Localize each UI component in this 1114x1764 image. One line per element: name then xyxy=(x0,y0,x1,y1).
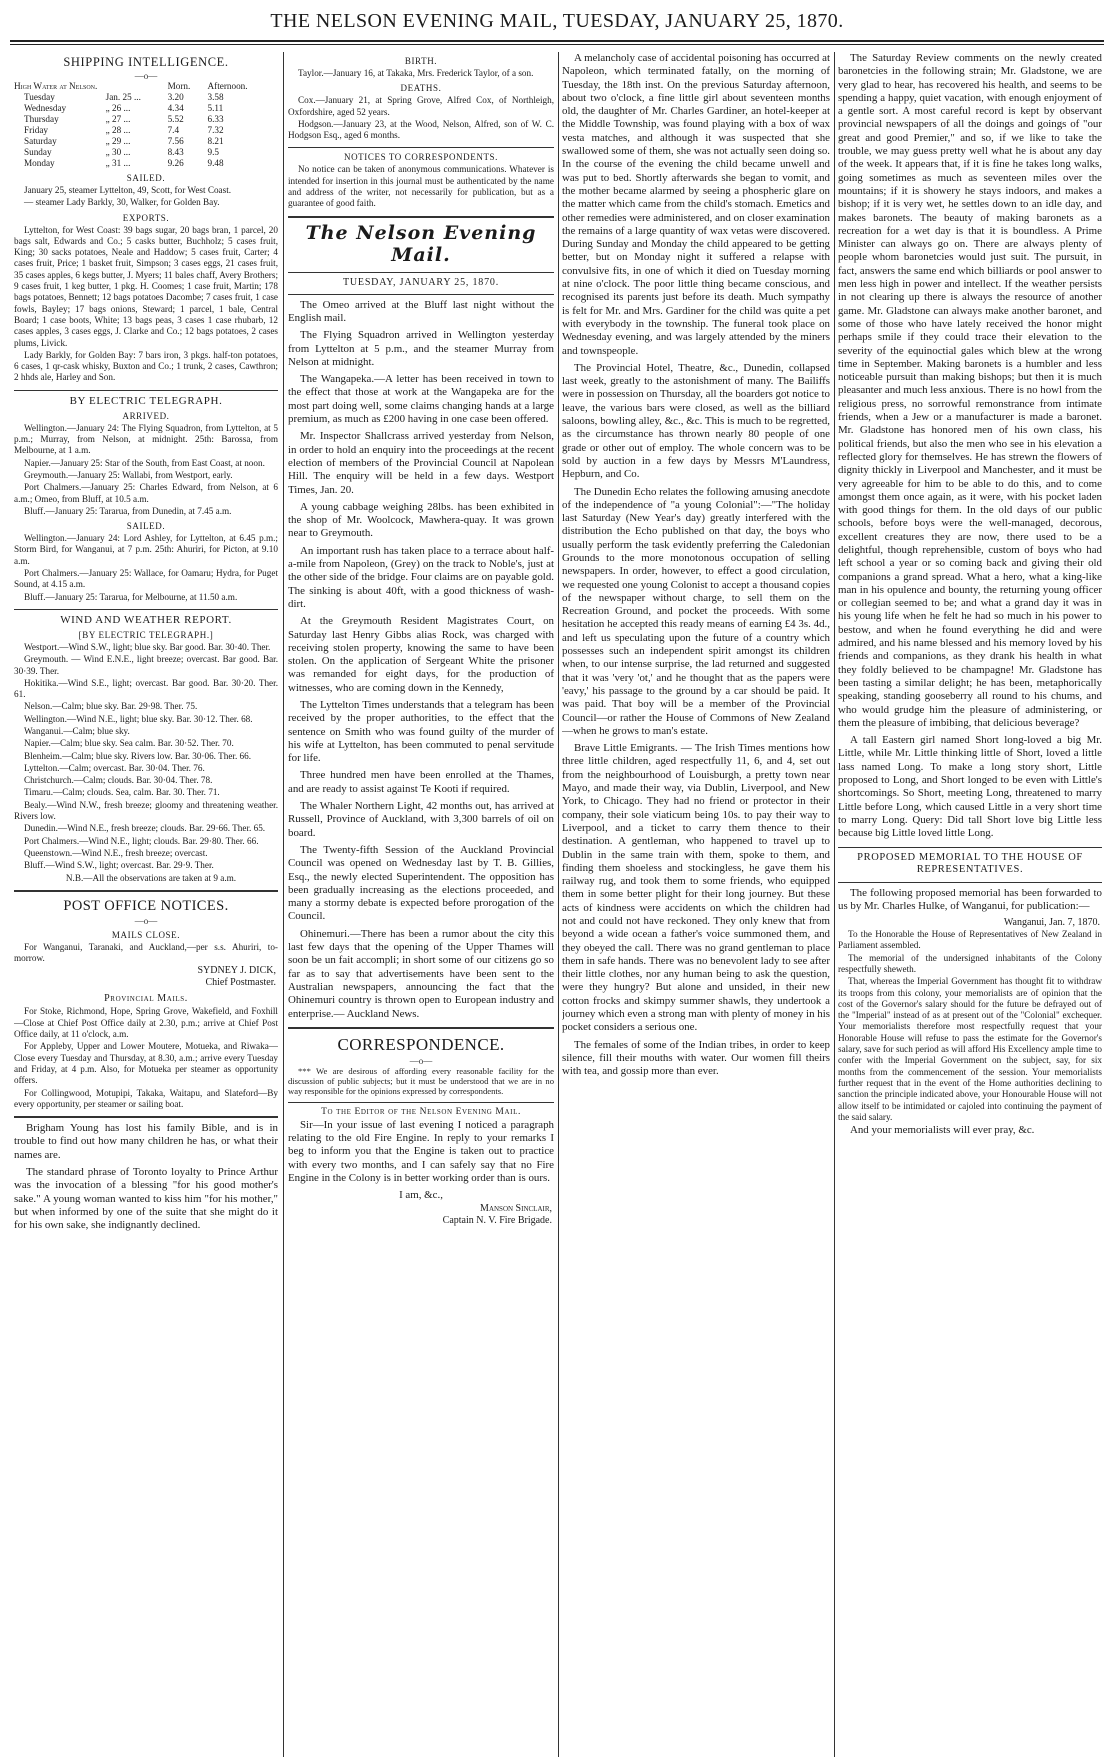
arrived-item: Bluff.—January 25: Tararua, from Dunedin, at 7.45 a.m. xyxy=(24,505,232,516)
exports-item: Lady Barkly, for Golden Bay: 7 bars iron, 3 pkgs. half-ton potatoes, 6 cases, 1 qr-cask whisky, Buxton and Co.; 1 trunk, 2 cases, Cawthron; 2 hhds ale, Harley and Son. xyxy=(14,349,278,383)
sailed2-list xyxy=(14,533,278,603)
news-paragraph: Ohinemuri.—There has been a rumor about the city this last few days that the opening of the Upper Thames will soon be un fait accompli; in short some of our citizens go so far as to say that advertisements have been sent to the Australian newspapers, announcing the fact that the Ohinemuri country is thrown open to European industry and enterprise.— Auckland News. xyxy=(288,927,554,1020)
sailed-item: — steamer Lady Barkly, 30, Walker, for Golden Bay. xyxy=(24,197,220,208)
section-rule xyxy=(288,294,554,295)
arrived-heading: ARRIVED. xyxy=(122,410,170,421)
tide-morning: 7.56 xyxy=(167,136,184,146)
death-notice: Hodgson.—January 23, at the Wood, Nelson, Alfred, son of W. C. Hodgson Esq., aged 6 months. xyxy=(288,118,554,141)
column-divider xyxy=(834,52,835,1757)
tide-day: Saturday xyxy=(24,136,57,146)
tide-morning: 3.20 xyxy=(167,92,184,102)
sailed-list xyxy=(14,185,278,209)
news-paragraph: The Lyttelton Times understands that a telegram has been received by the proper authorities, to the effect that the sentence on Smith who was found guilty of the murder of his wife at Lyttelton, has been commuted to penal servitude for life. xyxy=(288,698,554,765)
sailed-item: January 25, steamer Lyttelton, 49, Scott, for West Coast. xyxy=(24,185,232,195)
tide-day: Sunday xyxy=(24,147,52,157)
tide-date: „ 30 ... xyxy=(105,147,131,157)
weather-heading: WIND AND WEATHER REPORT. xyxy=(60,613,232,626)
tide-row xyxy=(14,147,278,158)
news-paragraph: The Whaler Northern Light, 42 months out, has arrived at Russell, Province of Auckland, with 3,300 barrels of oil on board. xyxy=(288,800,554,839)
weather-item: Dunedin.—Wind N.E., fresh breeze; clouds. Bar. 29·66. Ther. 65. xyxy=(24,823,266,834)
tide-day: Wednesday xyxy=(24,103,67,113)
weather-item: Christchurch.—Calm; clouds. Bar. 30·04. Ther. 78. xyxy=(24,775,213,786)
memorial-close xyxy=(838,1124,1102,1137)
weather-item: Wanganui.—Calm; blue sky. xyxy=(24,725,130,736)
notices-text xyxy=(288,164,554,209)
news-paragraph: The Twenty-fifth Session of the Auckland Provincial Council was opened on Wednesday last by T. B. Gillies, Esq., the newly elected Superintendent. The opposition has been gradually increasing as the elections proceeded, and many a stormy debate is expected before prorogation of the Council. xyxy=(288,843,554,923)
tide-table xyxy=(14,81,278,169)
weather-item: Bluff.—Wind S.W., light; overcast. Bar. 29·9. Ther. xyxy=(24,860,214,871)
dash-ornament: —o— xyxy=(134,915,158,926)
newspaper-nameplate: The Nelson Evening Mail. xyxy=(305,221,537,266)
weather-item: Timaru.—Calm; clouds. Sea, calm. Bar. 30. Ther. 71. xyxy=(24,787,220,798)
tide-day: Tuesday xyxy=(24,92,55,102)
tide-morning: 5.52 xyxy=(167,114,184,124)
arrived-item: Greymouth.—January 25: Wallabi, from Westport, early. xyxy=(24,469,233,480)
tide-date: „ 29 ... xyxy=(105,136,131,146)
memorial-preamble: The memorial of the undersigned inhabitants of the Colony respectfully sheweth. xyxy=(838,952,1102,974)
dash-ornament: —o— xyxy=(134,71,158,81)
tide-morning: 7.4 xyxy=(167,125,180,135)
weather-item: Port Chalmers.—Wind N.E., light; clouds. Bar. 29·80. Ther. 66. xyxy=(24,835,259,846)
postmaster-name: SYDNEY J. DICK, xyxy=(197,965,276,977)
tide-header-row xyxy=(14,81,278,92)
memorial-intro xyxy=(838,887,1102,914)
section-rule xyxy=(14,1116,278,1118)
provincial-mails-heading: Provincial Mails. xyxy=(104,993,188,1005)
memorial-body: That, whereas the Imperial Government has thought fit to withdraw its troops from this colony, your memorialists are of opinion that the cost of the Governor's salary should for the future be defrayed out of the "Imperial" instead of as at present out of the "Colonial" exchequer. Your memorialists therefore most respectfully request that your Honorable House will refuse to pass the estimate for the Governor's salary, save for such period as will afford His Excellency ample time to confer with the Imperial Government on the subject, say, for six months from the commencement of the session. Your memorialists further request that in the event of the Home authorities declining to sanction the principle indicated above, your Honourable House will not allow itself to be intimidated or cajoled into continuing the payment of the said salary. xyxy=(838,976,1102,1122)
memorial-heading: PROPOSED MEMORIAL TO THE HOUSE OF REPRESENTATIVES. xyxy=(857,851,1083,875)
section-rule xyxy=(838,847,1102,848)
weather-item: Wellington.—Wind N.E., light; blue sky. Bar. 30·12. Ther. 68. xyxy=(24,713,253,724)
tide-row xyxy=(14,158,278,169)
letter-text: Sir—In your issue of last evening I noticed a paragraph relating to the old Fire Engine. In reply to your remarks I beg to inform you that the Engine is taken out to practice with every two months, and I can safely say that no Fire Engine in the Colony is in better working order than is ours. xyxy=(288,1118,554,1184)
news-paragraphs xyxy=(288,299,554,1021)
letter-signer: Manson Sinclair, xyxy=(480,1202,552,1214)
deaths-list xyxy=(288,95,554,141)
tide-row xyxy=(14,92,278,103)
arrived-item: Port Chalmers.—January 25: Charles Edward, from Nelson, at 6 a.m.; Omeo, from Bluff, at 10.5 a.m. xyxy=(14,482,278,504)
exports-list xyxy=(14,225,278,384)
tide-day: Monday xyxy=(24,158,55,168)
weather-subheading: [BY ELECTRIC TELEGRAPH.] xyxy=(78,629,214,640)
weather-item: Napier.—Calm; blue sky. Sea calm. Bar. 30·52. Ther. 70. xyxy=(24,738,234,749)
tide-afternoon: 3.58 xyxy=(207,92,224,102)
memorial-text xyxy=(838,917,1102,1123)
tide-date: „ 27 ... xyxy=(105,114,131,124)
tide-row xyxy=(14,114,278,125)
dash-ornament: —o— xyxy=(409,1055,433,1066)
weather-item: Greymouth. — Wind E.N.E., light breeze; overcast. Bar good. Bar. 30·39. Ther. xyxy=(14,654,278,676)
exports-item: Lyttelton, for West Coast: 39 bags sugar, 20 bags bran, 1 parcel, 20 bags salt, Edwards and Co.; 5 casks butter, Buchholz; 5 cases fruit, King; 30 sacks potatoes, Neale and Haddow; 5 cases fruit, Carter; 4 cases fruit, Price; 1 basket fruit, Simpson; 3 cases eggs, 21 cases fruit, 35 cases apples, 6 kegs butter, J. Myers; 11 bales chaff, Avery Brothers; 9 cases fruit, 1 keg butter, 1 pkg. H. Coomes; 1 case fruit, Martin; 178 bags potatoes, Bennett; 12 bags potatoes Dacombe; 7 cases fruit, 1 case fowls, Bayley; 17 bags onions, Steward; 1 parcel, 1 bale, Central Board; 1 case boots, White; 13 bags peas, 3 cases 1 case rhubarb, 12 cases apples, 3 cases eggs, J. Clarke and Co.; 12 bags potatoes, 2 cases plums, Livick. xyxy=(14,224,278,348)
section-rule xyxy=(288,1027,554,1029)
news-paragraph: At the Greymouth Resident Magistrates Court, on Saturday last Henry Gibbs alias Rock, was charged with receiving stolen property, knowing the same to have been stolen. On the application of Sergeant White the prisoner was remanded for eight days, for the production of witnesses, who are coming down in the Kennedy, xyxy=(288,615,554,694)
tide-morning: 9.26 xyxy=(167,158,184,168)
section-rule xyxy=(288,147,554,148)
memorial-intro-text: The following proposed memorial has been forwarded to us by Mr. Charles Hulke, of Wanganui, for publication:— xyxy=(838,886,1102,912)
arrived-item: Wellington.—January 24: The Flying Squadron, from Lyttelton, at 5 p.m.; Murray, from Nelson, at midnight. 25th: Barossa, from Melbourne, at 1 a.m. xyxy=(14,422,278,456)
section-rule xyxy=(288,272,554,273)
news-paragraph: The Wangapeka.—A letter has been received in town to the effect that those at work at the Wangapeka are for the most part doing well, some claims changing hands at a large premium, as much as £200 having in one case been offered. xyxy=(288,373,554,426)
tide-date: Jan. 25 ... xyxy=(105,92,141,102)
tide-morning: 8.43 xyxy=(167,147,184,157)
news-paragraph: Three hundred men have been enrolled at the Thames, and are ready to assist against Te Kooti if required. xyxy=(288,769,554,795)
shipping-heading: SHIPPING INTELLIGENCE. xyxy=(63,55,229,69)
tide-header-morning: Morn. xyxy=(167,81,191,91)
notices-body: No notice can be taken of anonymous communications. Whatever is intended for insertion in this journal must be authenticated by the name and address of the writer, not necessarily for publication, but as a guarantee of good faith. xyxy=(288,164,554,209)
brigham-paragraph: Brigham Young has lost his family Bible, and is in trouble to find out how many children he has, or what their names are. xyxy=(14,1122,278,1161)
provincial-item: For Appleby, Upper and Lower Moutere, Motueka, and Riwaka—Close every Tuesday and Thursday, at 8.30, a.m.; arrive every Tuesday and Friday, at 4 p.m. Also, for Motueka per steamer as opportunity offers. xyxy=(14,1041,278,1086)
birth-heading: BIRTH. xyxy=(404,56,438,66)
death-notice: Cox.—January 21, at Spring Grove, Alfred Cox, of Northleigh, Oxfordshire, aged 52 years. xyxy=(288,95,554,117)
news-paragraphs xyxy=(838,52,1102,841)
column-1 xyxy=(14,52,278,1757)
provincial-item: For Collingwood, Motupipi, Takaka, Waitapu, and Slateford—By every opportunity, per steamer or sailing boat. xyxy=(14,1087,278,1109)
mails-block xyxy=(14,942,278,990)
letter-signer-title: Captain N. V. Fire Brigade. xyxy=(442,1214,552,1226)
sailed2-item: Wellington.—January 24: Lord Ashley, for Lyttelton, at 6.45 p.m.; Storm Bird, for Wanganui, at 7 p.m. 25th: Ahuriri, for Picton, at 9.10 a.m. xyxy=(14,533,278,566)
to-editor-line: To the Editor of the Nelson Evening Mail. xyxy=(321,1106,521,1117)
short-little-article: A tall Eastern girl named Short long-loved a big Mr. Little, while Mr. Little thinking little of Short, loved a little lass named Long. To make a long story short, Little proposed to Long, and Short longed to be even with Little's shortcomings. So Short, meeting Long, threatened to marry Little before Long, which caused Little in a very short time to marry Long. Query: Did tall Short love big Little less because big Little loved little Long. xyxy=(838,734,1102,840)
news-paragraph: An important rush has taken place to a terrace about half-a-mile from Napoleon, (Grey) on the track to Noble's, just at the other side of the bridge. Four claims are on payable gold. The sinking is about 40ft, with a good thickness of wash-dirt. xyxy=(288,544,554,610)
letter-sign-off: I am, &c., xyxy=(399,1189,443,1202)
news-paragraph: Mr. Inspector Shallcrass arrived yesterday from Nelson, in order to hold an enquiry into the proceedings at the recent election of members of the Provincial Council at Napolean Hill. The enquiry will be held in a few days. Westport Times, Jan. 20. xyxy=(288,430,554,496)
section-rule xyxy=(288,216,554,218)
exports-heading: EXPORTS. xyxy=(122,212,170,223)
correspondence-note xyxy=(288,1066,554,1096)
provincial-item: For Stoke, Richmond, Hope, Spring Grove, Wakefield, and Foxhill—Close at Chief Post Office daily at 2.30, p.m.; arrive at Chief Post Office daily, at 11 o'clock, a.m. xyxy=(14,1006,278,1040)
sailed2-item: Bluff.—January 25: Tararua, for Melbourne, at 11.50 a.m. xyxy=(24,591,238,602)
birth-text: Taylor.—January 16, at Takaka, Mrs. Frederick Taylor, of a son. xyxy=(298,68,534,78)
weather-item: Bealy.—Wind N.W., fresh breeze; gloomy and threatening weather. Rivers low. xyxy=(14,799,278,822)
birth-notice xyxy=(288,68,554,79)
weather-list xyxy=(14,642,278,884)
column-3 xyxy=(562,52,830,1757)
tide-row xyxy=(14,125,278,136)
masthead-rule-thin xyxy=(10,44,1104,45)
column-divider xyxy=(283,52,284,1757)
section-rule xyxy=(14,890,278,892)
tide-date: „ 26 ... xyxy=(105,103,131,113)
correspondence-note-text: *** We are desirous of affording every reasonable facility for the discussion of public subjects; but it must be understood that we are in no way responsible for the opinions expressed by correspondents. xyxy=(288,1065,554,1096)
poisoning-article: A melancholy case of accidental poisoning has occurred at Napoleon, which terminated fatally, on the morning of Tuesday, the 18th inst. On the previous Saturday afternoon, about two o'clock, a fine little girl about seventeen months old, the daughter of Mr. Charles Gardiner, an hotel-keeper at the Middle Township, was found playing with a box of wax vesta matches, and although it was suspected that she swallowed some of them, she was not actually seen doing so. In the course of the evening the child became unwell and was put to bed. Shortly afterwards she began to vomit, and the mother became alarmed by seeing a phospheric glare on the matter which came from the child's stomach. Emetics and other remedies were administered, and on closer examination the remains of a large quantity of wax vetas were discovered. During Sunday and Monday the child appeared to be getting better, but on Monday night it suffered a relapse with convulsive fits, in one of which it died on Tuesday morning at nine o'clock. The poor little thing became conscious, and recognised its parents just before its death. Much sympathy is felt for Mr. and Mrs. Gardiner for the child was quite a pet with everybody in the township. The funeral took place on Wednesday evening, and was largely attended by the miners and townspeople. xyxy=(562,52,830,357)
mails-text: For Wanganui, Taranaki, and Auckland,—per s.s. Ahuriri, to-morrow. xyxy=(14,941,278,964)
toronto-paragraph: The standard phrase of Toronto loyalty to Prince Arthur was the invocation of a blessing "for his good mother's sake." A young woman wanted to kiss him "for his mother," but when informed by one of the suite that she might do it for his own sake, she indignantly declined. xyxy=(14,1166,278,1232)
arrived-list xyxy=(14,423,278,517)
section-rule xyxy=(838,882,1102,883)
mails-close-heading: MAILS CLOSE. xyxy=(111,929,181,940)
weather-item: Westport.—Wind S.W., light; blue sky. Bar good. Bar. 30·40. Ther. xyxy=(24,641,271,652)
section-rule xyxy=(14,609,278,610)
news-paragraph: The Omeo arrived at the Bluff last night without the English mail. xyxy=(288,298,554,324)
weather-item: Nelson.—Calm; blue sky. Bar. 29·98. Ther. 75. xyxy=(24,701,198,712)
arrived-item: Napier.—January 25: Star of the South, from East Coast, at noon. xyxy=(24,457,265,468)
memorial-addressee: To the Honorable the House of Representatives of New Zealand in Parliament assembled. xyxy=(838,929,1102,951)
dateline: TUESDAY, JANUARY 25, 1870. xyxy=(342,276,499,288)
tide-row xyxy=(14,136,278,147)
memorial-date: Wanganui, Jan. 7, 1870. xyxy=(1003,917,1100,929)
weather-item: Blenheim.—Calm; blue sky. Rivers low. Bar. 30·06. Ther. 66. xyxy=(24,750,252,761)
hotel-article: The Provincial Hotel, Theatre, &c., Dunedin, collapsed last week, greatly to the astonishment of many. The Bailiffs were in possession on Thursday, all the boarders got notice to leave, the various bars were closed, as well as the billiard saloons, bowling alley, &c., &c. This is much to be regretted, as the circumstance has thrown nearly 80 people of one grade or other out of employ. The whole concern was to be sold by auction in a few days by Messrs M'Laundress, Hepburn, and Co. xyxy=(562,361,830,481)
column-4 xyxy=(838,52,1102,1757)
masthead xyxy=(0,0,1114,44)
emigrants-article: Brave Little Emigrants. — The Irish Times mentions how three little children, aged respectfully 11, 6, and 4, set out from the neighbourhood of Louisburgh, a pretty town near Mayo, and made their way, via Dublin, Liverpool, and New York, to Chicago. They had no friend or protector in their company, their sole viaticum being 10s. to pay their way to Liverpool, and a ticket to carry them thence to their destination. A gentleman, who happened to travel up to Dublin in the same train with them, spoke to them, and finding them shoeless and stockingless, he gave them his railway rug, and took them to some friends, who equipped them in some better plight for their long journey. But these acts of kindness were accidents on which the children had not and could not have reckoned. They only knew that from beyond a wide ocean a father's voice summoned them, and they obeyed the call. There was no grand gentleman to place them in safe hands. There was no benevolent lady to see after their little clothes, nor any human being to ask the question, were they hungry? But alone and unsided, in their new cotton frocks and skimpy summer shawls, they undertook a journey which even a strong man with plenty of money in his pocket considers a serious one. xyxy=(562,742,830,1034)
tide-row xyxy=(14,103,278,114)
tide-date: „ 31 ... xyxy=(105,158,131,168)
tide-afternoon: 5.11 xyxy=(207,103,224,113)
provincial-list xyxy=(14,1006,278,1110)
tide-afternoon: 9.5 xyxy=(207,147,219,157)
tide-day: Thursday xyxy=(24,114,59,124)
correspondence-heading: CORRESPONDENCE. xyxy=(337,1034,505,1054)
echo-article: The Dunedin Echo relates the following amusing anecdote of the independence of "a young Colonial":—"The holiday last Saturday (New Year's day) greatly interfered with the distribution the Echo published on that day, the boys who usually perform the task evidently preferring the Caledonian Grounds to the more monotonous occupation of selling newspapers. In order, however, to effect a good circulation, we requested one young Colonist to accept a thousand copies of the newspaper without charge, to sell them on the Recreation Ground, and pocket the proceeds. With some hesitation he accepted this ready means of earning £4 3s. 4d., and left us speculating upon the future of a country which possesses such an independent spirit amongst its children when, to our intense surprise, the lad returned and suggested that it was 'very 'ot,' and he thought that as the papers were 'eavy,' his passage to the ground by a car should be paid. It was paid. That boy will be a member of the Provincial Council—or rather the House of Commons of New Zealand—when he grows to man's estate. xyxy=(562,485,830,737)
column-2 xyxy=(288,52,554,1757)
post-office-heading: POST OFFICE NOTICES. xyxy=(63,897,229,914)
tide-header-afternoon: Afternoon. xyxy=(207,81,248,91)
newspaper-title: THE NELSON EVENING MAIL, TUESDAY, JANUARY 25, 1870. xyxy=(270,10,844,32)
postmaster-title: Chief Postmaster. xyxy=(205,977,276,989)
memorial-close-text: And your memorialists will ever pray, &c. xyxy=(850,1124,1035,1137)
weather-item: Lyttelton.—Calm; overcast. Bar. 30·04. Ther. 76. xyxy=(24,762,205,773)
tide-afternoon: 7.32 xyxy=(207,125,224,135)
notices-heading: NOTICES TO CORRESPONDENTS. xyxy=(343,152,499,163)
section-rule xyxy=(14,390,278,391)
tide-afternoon: 8.21 xyxy=(207,136,224,146)
sailed2-item: Port Chalmers.—January 25: Wallace, for Oamaru; Hydra, for Puget Sound, at 4.15 a.m. xyxy=(14,568,278,590)
letter-body xyxy=(288,1119,554,1185)
tide-date: „ 28 ... xyxy=(105,125,131,135)
weather-note: N.B.—All the observations are taken at 9 a.m. xyxy=(65,872,237,883)
tide-afternoon: 6.33 xyxy=(207,114,224,124)
tide-day: Friday xyxy=(24,125,48,135)
filler-paragraphs xyxy=(14,1122,278,1232)
sailed-heading: SAILED. xyxy=(126,173,166,183)
tide-afternoon: 9.48 xyxy=(207,158,224,168)
tide-header-label: High Water at Nelson. xyxy=(14,81,98,91)
section-rule xyxy=(288,1102,554,1103)
masthead-rule xyxy=(10,40,1104,42)
weather-item: Hokitika.—Wind S.E., light; overcast. Bar good. Bar. 30·20. Ther. 61. xyxy=(14,677,278,700)
news-paragraph: The Flying Squadron arrived in Wellington yesterday from Lyttelton at 5 p.m., and the steamer Murray from Nelson at midnight. xyxy=(288,329,554,368)
weather-item: Queenstown.—Wind N.E., fresh breeze; overcast. xyxy=(24,847,208,858)
telegraph-heading: BY ELECTRIC TELEGRAPH. xyxy=(69,394,223,407)
news-paragraphs xyxy=(562,52,830,1079)
saturday-review-article: The Saturday Review comments on the newly created baronetcies in the following strain; Mr. Gladstone, we are very glad to hear, has recovered his health, and seems to be spending a happy, quiet vacation, with enough enjoyment of a gentle sort. A most careful record is kept by observant provincial newspapers of all the doings and goings of "our great and good Premier," and so, if we like to take the trouble, we may guess pretty well what he is about any day of the week. It appears that, if it is fine he takes long walks, going sometimes as much as seventeen miles over the mountains; if it is showery he stays indoors, and makes a bishop; if it is very wet, he settles down to an idle day, and makes baronets. The beauty of making baronets as a recreation for a wet day is that it is boundless. A Prime Minister can always go on. There are always plenty of people whom baronetcies would just suit. The pursuit, in fact, answers the same end which billiards or pool answer to men less high in power and intellect. If the weather persists in not clearing up there is always the resource of another game. Mr. Gladstone can always make another baronet, and some of those who have lately received the honor might perhaps smile if they could trace their elevation to the severity of the equinoctial gales which blew at the wrong time in September. Making baronets is a humbler and less noticeable pursuit than making bishops; but then it is much pleasanter and much less anxious. There is no howl from the religious press, no sorrowful remonstrance from intimate friends, when a Jew or a manufacturer is made a baronet. Mr. Gladstone has honored men of his own class, his political friends, but also the men who see in his elevation a reflected glory for themselves. He has strewn the flowers of dignity thickly in Liverpool and Manchester, and it must be very agreeable for him to be able to do this, and to come amongst them once again, as it were, with his pocket laden with good things for them. In the old days of our public schools, before boys were the well-managed, decorous, excellent creatures they are now, there used to be a delightful, though reprehensible, custom of boys who had left school a year or so coming back and giving their old companions a grand spread. What a hero, what a king-like man in his opulence and bounty, the returning young officer or collegian seemed to be; and what a grand day it was in his young life when he felt he had so much in his power to bestow, and when he found everything he did and were admired, and his name blessed and his memory loved by his friends and companions, as they drank his health in what they foldly believed to be champagne! Mr. Gladstone has been tasting a similar delight; he has been, metaphorically speaking, standing gooseberry all round to his chums, and who would grudge him the pleasure of administering, or them the pleasure of imbibing, that delicious beverage? xyxy=(838,52,1102,729)
females-article: The females of some of the Indian tribes, in order to keep silence, fill their mouths with water. Our women fill theirs with tea, and gossip more than ever. xyxy=(562,1038,830,1078)
news-paragraph: A young cabbage weighing 28lbs. has been exhibited in the shop of Mr. Woolcock, Mawhera-quay. It was grown near to Greymouth. xyxy=(288,500,554,540)
tide-morning: 4.34 xyxy=(167,103,184,113)
sailed2-heading: SAILED. xyxy=(126,521,166,532)
deaths-heading: DEATHS. xyxy=(400,83,442,94)
column-divider xyxy=(558,52,559,1757)
